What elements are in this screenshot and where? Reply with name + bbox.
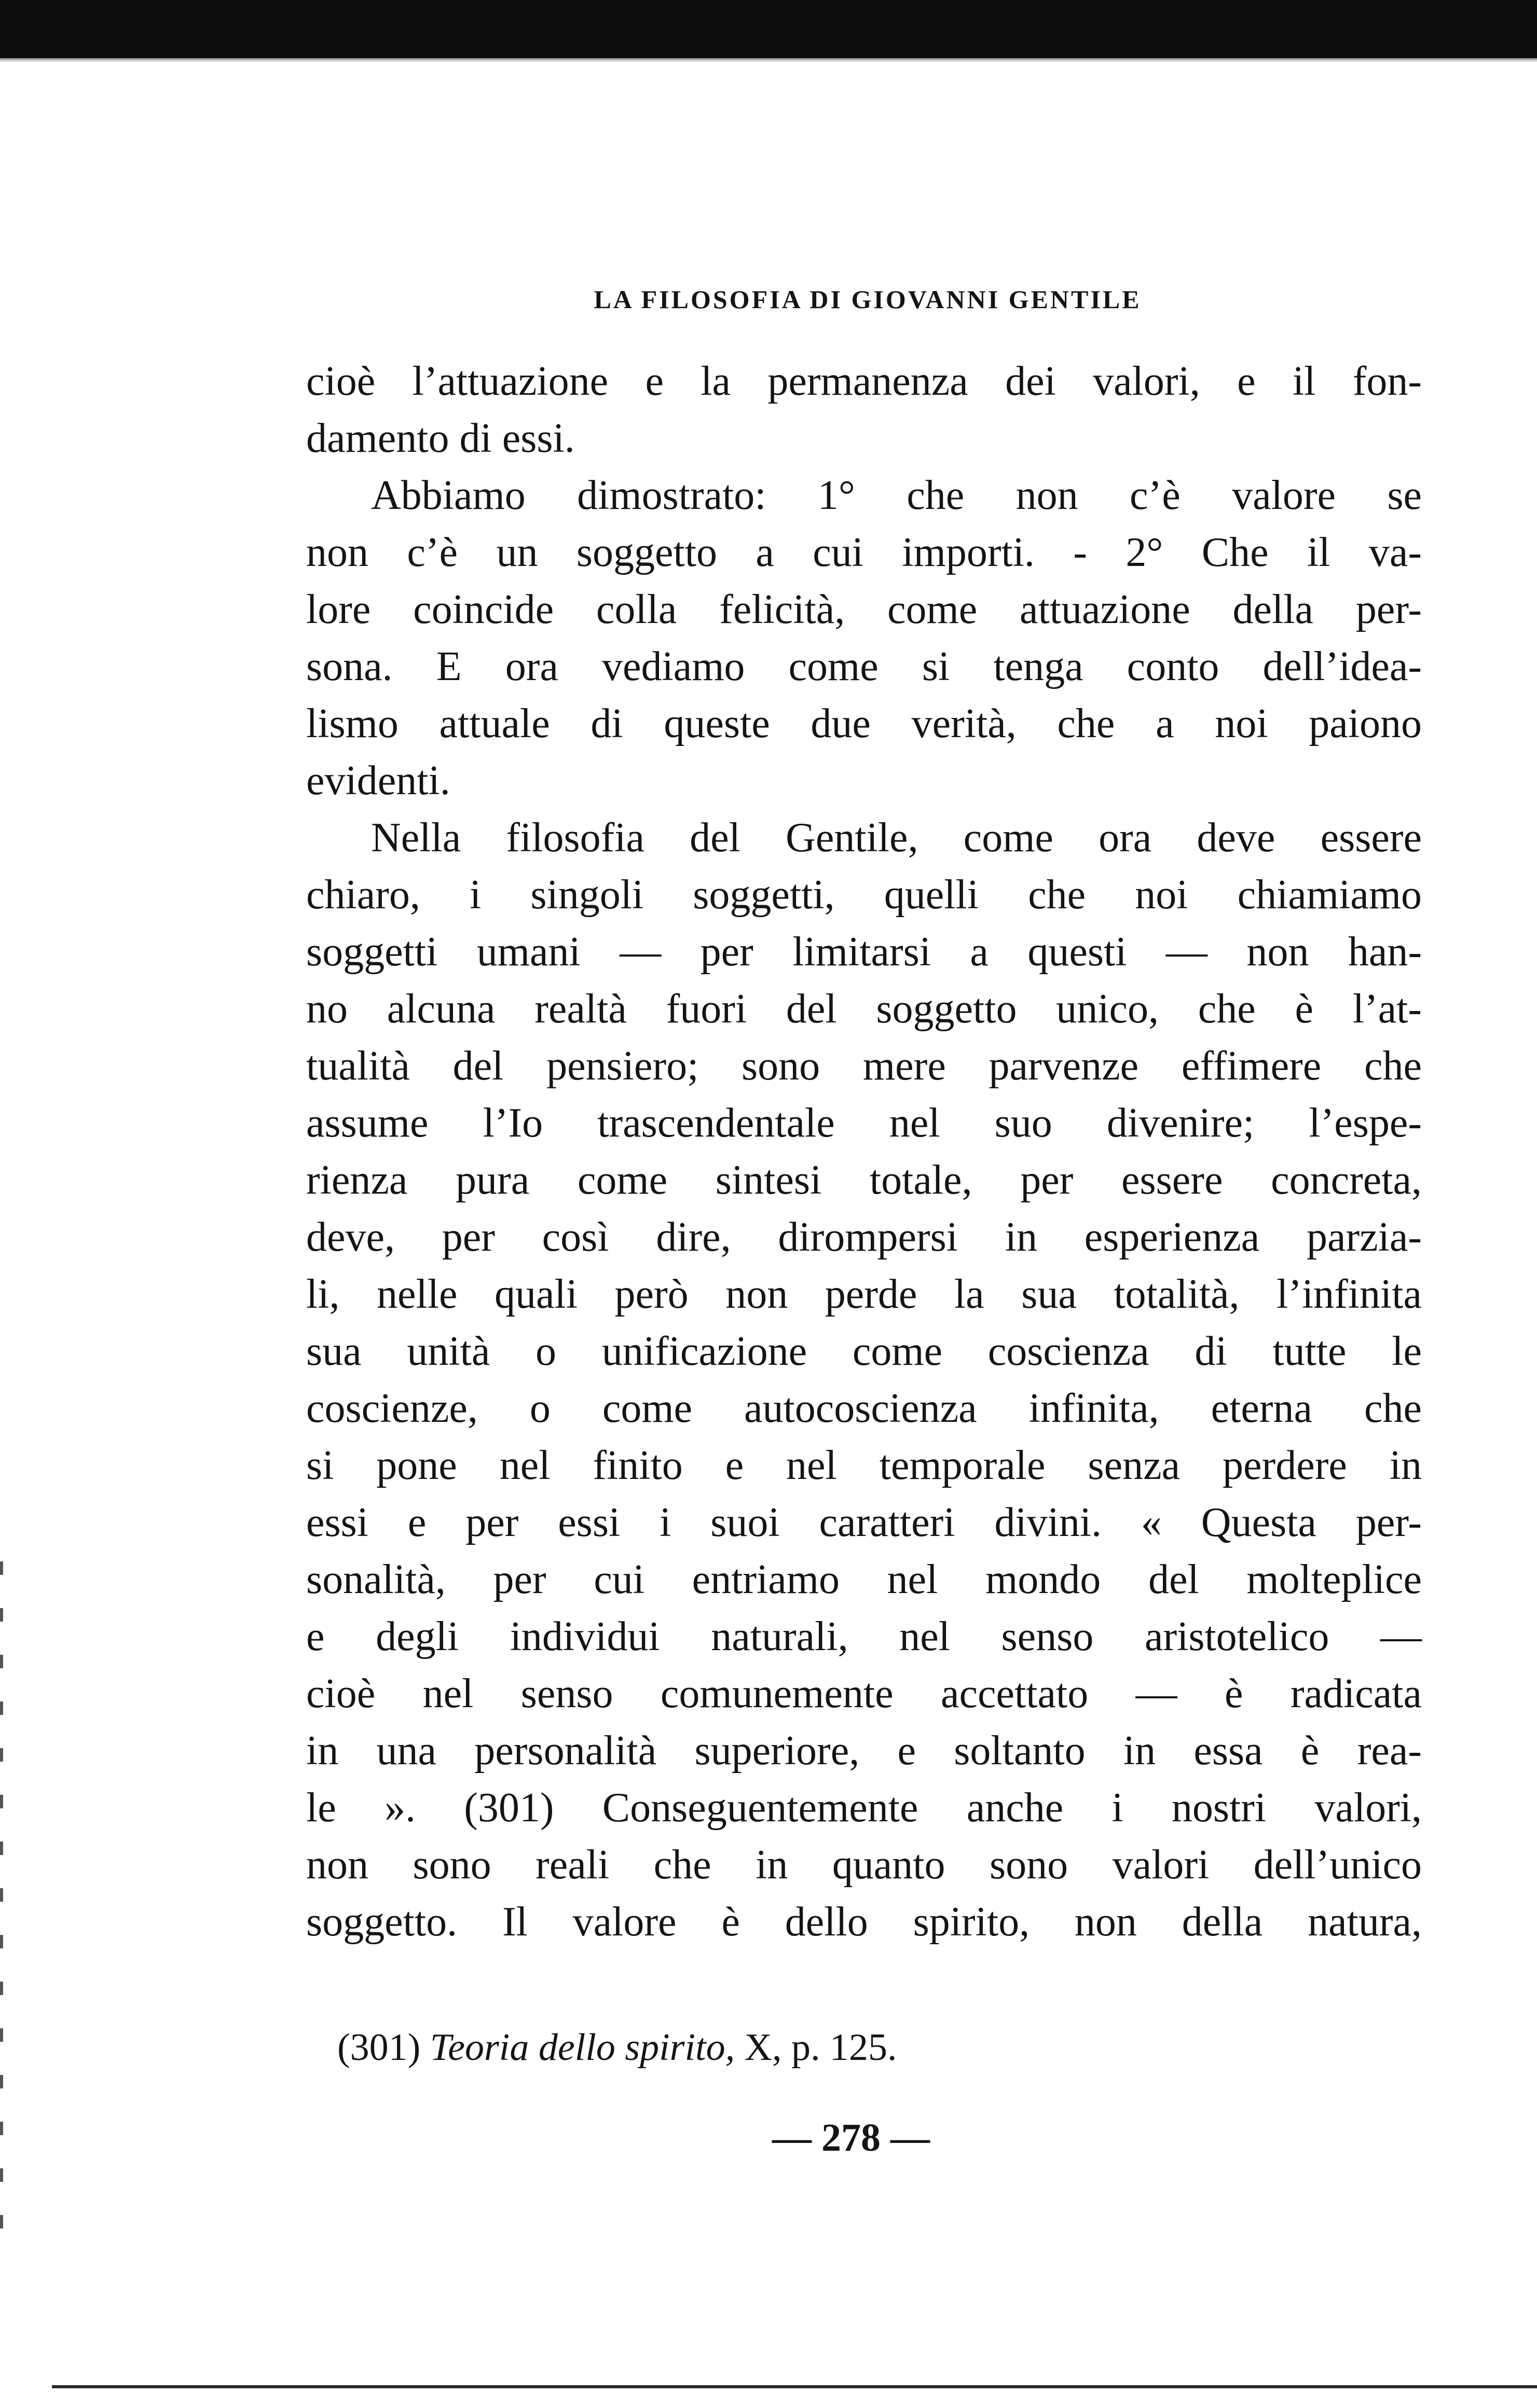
text-line: cioè l’attuazione e la permanenza dei valori, e il fon-: [306, 358, 1422, 404]
text-line: damento di essi.: [306, 416, 575, 461]
running-head: LA FILOSOFIA DI GIOVANNI GENTILE: [594, 285, 1142, 314]
text-line: assume l’Io trascendentale nel suo divenire; l’espe-: [306, 1100, 1422, 1146]
text-line: soggetto. Il valore è dello spirito, non della natura,: [306, 1899, 1422, 1945]
scan-top-border-fade: [0, 54, 1537, 62]
text-line: non sono reali che in quanto sono valori dell’unico: [306, 1842, 1422, 1888]
scan-left-edge-marks: [0, 1561, 3, 2262]
text-line: no alcuna realtà fuori del soggetto unico, che è l’at-: [306, 986, 1422, 1032]
text-line: Abbiamo dimostrato: 1° che non c’è valore se: [371, 473, 1422, 518]
text-line: li, nelle quali però non perde la sua totalità, l’infinita: [306, 1271, 1422, 1317]
text-line: sua unità o unificazione come coscienza di tutte le: [306, 1328, 1422, 1374]
text-line: le ». (301) Conseguentemente anche i nostri valori,: [306, 1785, 1422, 1831]
text-line: si pone nel finito e nel temporale senza perdere in: [306, 1443, 1422, 1488]
footnote-marker: (301): [337, 2026, 421, 2069]
text-line: evidenti.: [306, 758, 450, 804]
page-number: — 278 —: [772, 2116, 930, 2160]
text-line: sonalità, per cui entriamo nel mondo del molteplice: [306, 1557, 1422, 1602]
text-line: non c’è un soggetto a cui importi. - 2° Che il va-: [306, 530, 1422, 575]
footnote: [337, 2026, 1271, 2070]
scan-bottom-rule: [52, 2385, 1537, 2388]
text-line: cioè nel senso comunemente accettato — è radicata: [306, 1671, 1422, 1717]
text-line: Nella filosofia del Gentile, come ora deve essere: [371, 815, 1422, 861]
body-text: [306, 353, 1422, 1950]
text-line: coscienze, o come autocoscienza infinita, eterna che: [306, 1386, 1422, 1431]
text-line: lore coincide colla felicità, come attuazione della per-: [306, 587, 1422, 632]
text-line: essi e per essi i suoi caratteri divini. « Questa per-: [306, 1500, 1422, 1545]
text-line: soggetti umani — per limitarsi a questi — non han-: [306, 929, 1422, 975]
text-line: lismo attuale di queste due verità, che a noi paiono: [306, 701, 1422, 746]
footnote-title: Teoria dello spirito,: [430, 2026, 735, 2069]
text-line: deve, per così dire, dirompersi in esperienza parzia-: [306, 1214, 1422, 1260]
scan-top-border: [0, 0, 1537, 58]
text-line: in una personalità superiore, e soltanto in essa è rea-: [306, 1728, 1422, 1774]
text-line: tualità del pensiero; sono mere parvenze effimere che: [306, 1043, 1422, 1089]
footnote-reference: X, p. 125.: [744, 2026, 897, 2069]
text-line: e degli individui naturali, nel senso aristotelico —: [306, 1614, 1422, 1659]
text-line: rienza pura come sintesi totale, per essere concreta,: [306, 1157, 1422, 1203]
text-line: sona. E ora vediamo come si tenga conto dell’idea-: [306, 644, 1422, 689]
text-line: chiaro, i singoli soggetti, quelli che noi chiamiamo: [306, 872, 1422, 918]
